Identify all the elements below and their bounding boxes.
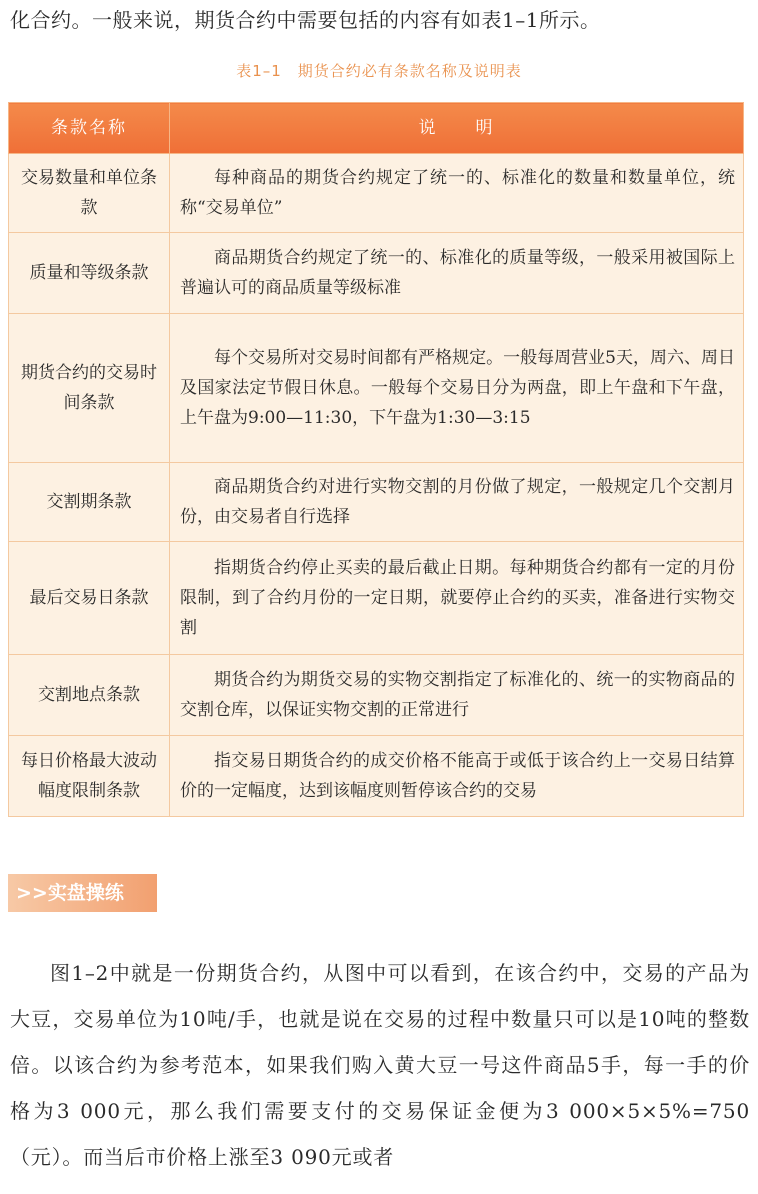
section-heading-practice: >>实盘操练 [8,874,157,912]
term-description-cell: 指交易日期货合约的成交价格不能高于或低于该合约上一交易日结算价的一定幅度，达到该幅度则暂停该合约的交易 [170,736,744,817]
term-name-cell: 交割地点条款 [9,655,170,736]
term-name-cell: 期货合约的交易时间条款 [9,314,170,463]
table-row [9,655,744,736]
table-header-row [9,103,744,154]
term-description-cell: 商品期货合约规定了统一的、标准化的质量等级，一般采用被国际上普遍认可的商品质量等级标准 [170,233,744,314]
term-name-cell: 质量和等级条款 [9,233,170,314]
table-row [9,233,744,314]
column-header-term-name: 条款名称 [9,103,170,154]
contract-terms-table [8,102,744,817]
column-header-description: 说 明 [170,103,744,154]
table-row [9,736,744,817]
term-description-cell: 商品期货合约对进行实物交割的月份做了规定，一般规定几个交割月份，由交易者自行选择 [170,463,744,542]
intro-line: 化合约。一般来说，期货合约中需要包括的内容有如表1–1所示。 [10,8,601,32]
term-description-cell: 期货合约为期货交易的实物交割指定了标准化的、统一的实物商品的交割仓库，以保证实物交割的正常进行 [170,655,744,736]
body-paragraph: 图1–2中就是一份期货合约，从图中可以看到，在该合约中，交易的产品为大豆，交易单位为10吨/手，也就是说在交易的过程中数量只可以是10吨的整数倍。以该合约为参考范本，如果我们购入黄大豆一号这件商品5手，每一手的价格为3 000元，那么我们需要支付的交易保证金便为3 000×5×5%=750（元）。而当后市价格上涨至3 090元或者 [10,961,750,1169]
term-name-cell: 每日价格最大波动幅度限制条款 [9,736,170,817]
term-name-cell: 交割期条款 [9,463,170,542]
term-description-cell: 每个交易所对交易时间都有严格规定。一般每周营业5天，周六、周日及国家法定节假日休息。一般每个交易日分为两盘，即上午盘和下午盘，上午盘为9:00—11:30，下午盘为1:30—3:15 [170,314,744,463]
table-row [9,463,744,542]
term-description-cell: 指期货合约停止买卖的最后截止日期。每种期货合约都有一定的月份限制，到了合约月份的一定日期，就要停止合约的买卖，准备进行实物交割 [170,542,744,655]
table-row [9,154,744,233]
term-name-cell: 最后交易日条款 [9,542,170,655]
table-row [9,314,744,463]
table-row [9,542,744,655]
term-description-cell: 每种商品的期货合约规定了统一的、标准化的数量和数量单位，统称“交易单位” [170,154,744,233]
term-name-cell: 交易数量和单位条款 [9,154,170,233]
table-caption: 表1–1 期货合约必有条款名称及说明表 [236,62,522,80]
